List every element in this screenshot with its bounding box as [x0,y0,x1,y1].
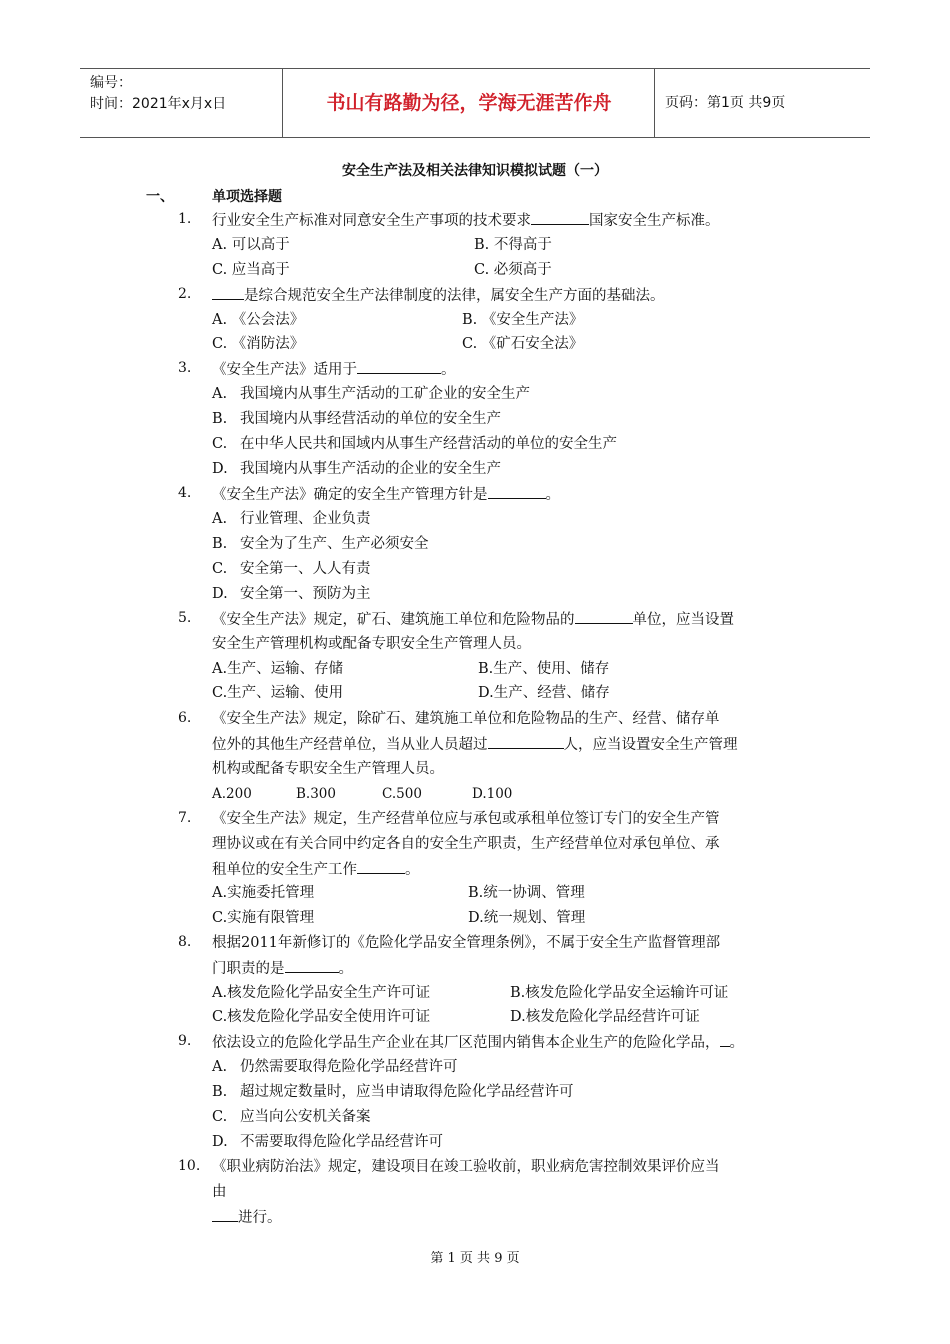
answer-blank [488,484,546,499]
answer-blank [357,859,405,874]
option: D.统一规划、管理 [468,910,586,926]
question-number: 10. [178,1158,201,1174]
question-text: 是综合规范安全生产法律制度的法律，属安全生产方面的基础法。 [212,285,665,306]
answer-blank [488,734,564,749]
answer-blank [357,359,441,374]
question-text: 门职责的是 。 [212,958,353,979]
option: D. 我国境内从事生产活动的企业的安全生产 [212,461,501,477]
option: B.统一协调、管理 [468,885,585,901]
question-number: 5. [178,610,192,626]
section-number: 一、 [146,189,174,205]
option: B. 超过规定数量时，应当申请取得危险化学品经营许可 [212,1084,574,1100]
option: C. 安全第一、人人有责 [212,561,371,577]
header-page-label: 页码：第1页 共9页 [665,95,786,111]
option: B. 不得高于 [474,237,552,253]
question-text: 《安全生产法》适用于 。 [212,359,456,380]
option: A.核发危险化学品安全生产许可证 [212,985,431,1001]
question-number: 8. [178,934,192,950]
option: B.核发危险化学品安全运输许可证 [510,985,729,1001]
question-text: 《安全生产法》规定，除矿石、建筑施工单位和危险物品的生产、经营、储存单 [212,711,720,727]
number-label: 编号： [90,75,132,91]
option: B.生产、使用、储存 [478,661,610,677]
header-table [80,68,870,138]
answer-blank [531,210,589,225]
option: B. 《安全生产法》 [462,312,584,328]
answer-blank [212,285,244,300]
option: C. 《消防法》 [212,336,305,352]
question-number: 2. [178,286,192,302]
answer-blank [212,1207,238,1222]
option: C. 必须高于 [474,262,552,278]
question-text: 租单位的安全生产工作 。 [212,859,420,880]
page-footer: 第 1 页 共 9 页 [430,1251,520,1266]
question-text: 由 [212,1184,227,1200]
option: A.200 [212,786,252,802]
question-text: 根据2011年新修订的《危险化学品安全管理条例》，不属于安全生产监督管理部 [212,935,721,951]
question-text: 《安全生产法》确定的安全生产管理方针是 。 [212,484,560,505]
time-label: 时间：2021年x月x日 [90,96,227,112]
option: C.500 [382,786,422,802]
question-number: 1. [178,211,192,227]
option: D. 安全第一、预防为主 [212,586,371,602]
question-text: 依法设立的危险化学品生产企业在其厂区范围内销售本企业生产的危险化学品， 。 [212,1032,744,1053]
question-number: 3. [178,360,192,376]
question-number: 6. [178,710,192,726]
option: A.生产、运输、存储 [212,661,344,677]
answer-blank [285,958,339,973]
question-number: 4. [178,485,192,501]
option: D. 不需要取得危险化学品经营许可 [212,1134,443,1150]
question-number: 7. [178,810,192,826]
question-text: 《安全生产法》规定，生产经营单位应与承包或承租单位签订专门的安全生产管 [212,811,720,827]
header-left-cell [90,73,226,115]
option: A. 我国境内从事生产活动的工矿企业的安全生产 [212,386,530,402]
option: C. 在中华人民共和国域内从事生产经营活动的单位的安全生产 [212,436,617,452]
option: B. 我国境内从事经营活动的单位的安全生产 [212,411,501,427]
question-text: 安全生产管理机构或配备专职安全生产管理人员。 [212,636,531,652]
option: A.实施委托管理 [212,885,315,901]
question-text: 理协议或在有关合同中约定各自的安全生产职责，生产经营单位对承包单位、承 [212,836,720,852]
option: A. 行业管理、企业负责 [212,511,371,527]
question-text: 机构或配备专职安全生产管理人员。 [212,761,444,777]
option: A. 仍然需要取得危险化学品经营许可 [212,1059,458,1075]
option: C. 应当向公安机关备案 [212,1109,371,1125]
answer-blank [575,609,633,624]
document-title: 安全生产法及相关法律知识模拟试题（一） [342,163,608,179]
answer-blank [720,1032,730,1047]
question-text: 位外的其他生产经营单位，当从业人员超过 人，应当设置安全生产管理 [212,734,738,755]
header-motto: 书山有路勤为径，学海无涯苦作舟 [326,92,612,114]
option: D.100 [472,786,513,802]
question-text: 进行。 [212,1207,282,1228]
option: C.核发危险化学品安全使用许可证 [212,1009,431,1025]
option: A. 《公会法》 [212,312,305,328]
option: C. 应当高于 [212,262,290,278]
option: D.生产、经营、储存 [478,685,610,701]
option: C.实施有限管理 [212,910,315,926]
question-number: 9. [178,1033,192,1049]
section-title: 单项选择题 [212,189,282,205]
question-text: 《安全生产法》规定，矿石、建筑施工单位和危险物品的 单位，应当设置 [212,609,734,630]
option: C. 《矿石安全法》 [462,336,584,352]
question-text: 行业安全生产标准对同意安全生产事项的技术要求 国家安全生产标准。 [212,210,720,231]
option: B. 安全为了生产、生产必须安全 [212,536,429,552]
option: B.300 [296,786,336,802]
option: A. 可以高于 [212,237,290,253]
question-text: 《职业病防治法》规定，建设项目在竣工验收前，职业病危害控制效果评价应当 [212,1159,720,1175]
option: C.生产、运输、使用 [212,685,344,701]
option: D.核发危险化学品经营许可证 [510,1009,700,1025]
header-divider [654,69,655,137]
